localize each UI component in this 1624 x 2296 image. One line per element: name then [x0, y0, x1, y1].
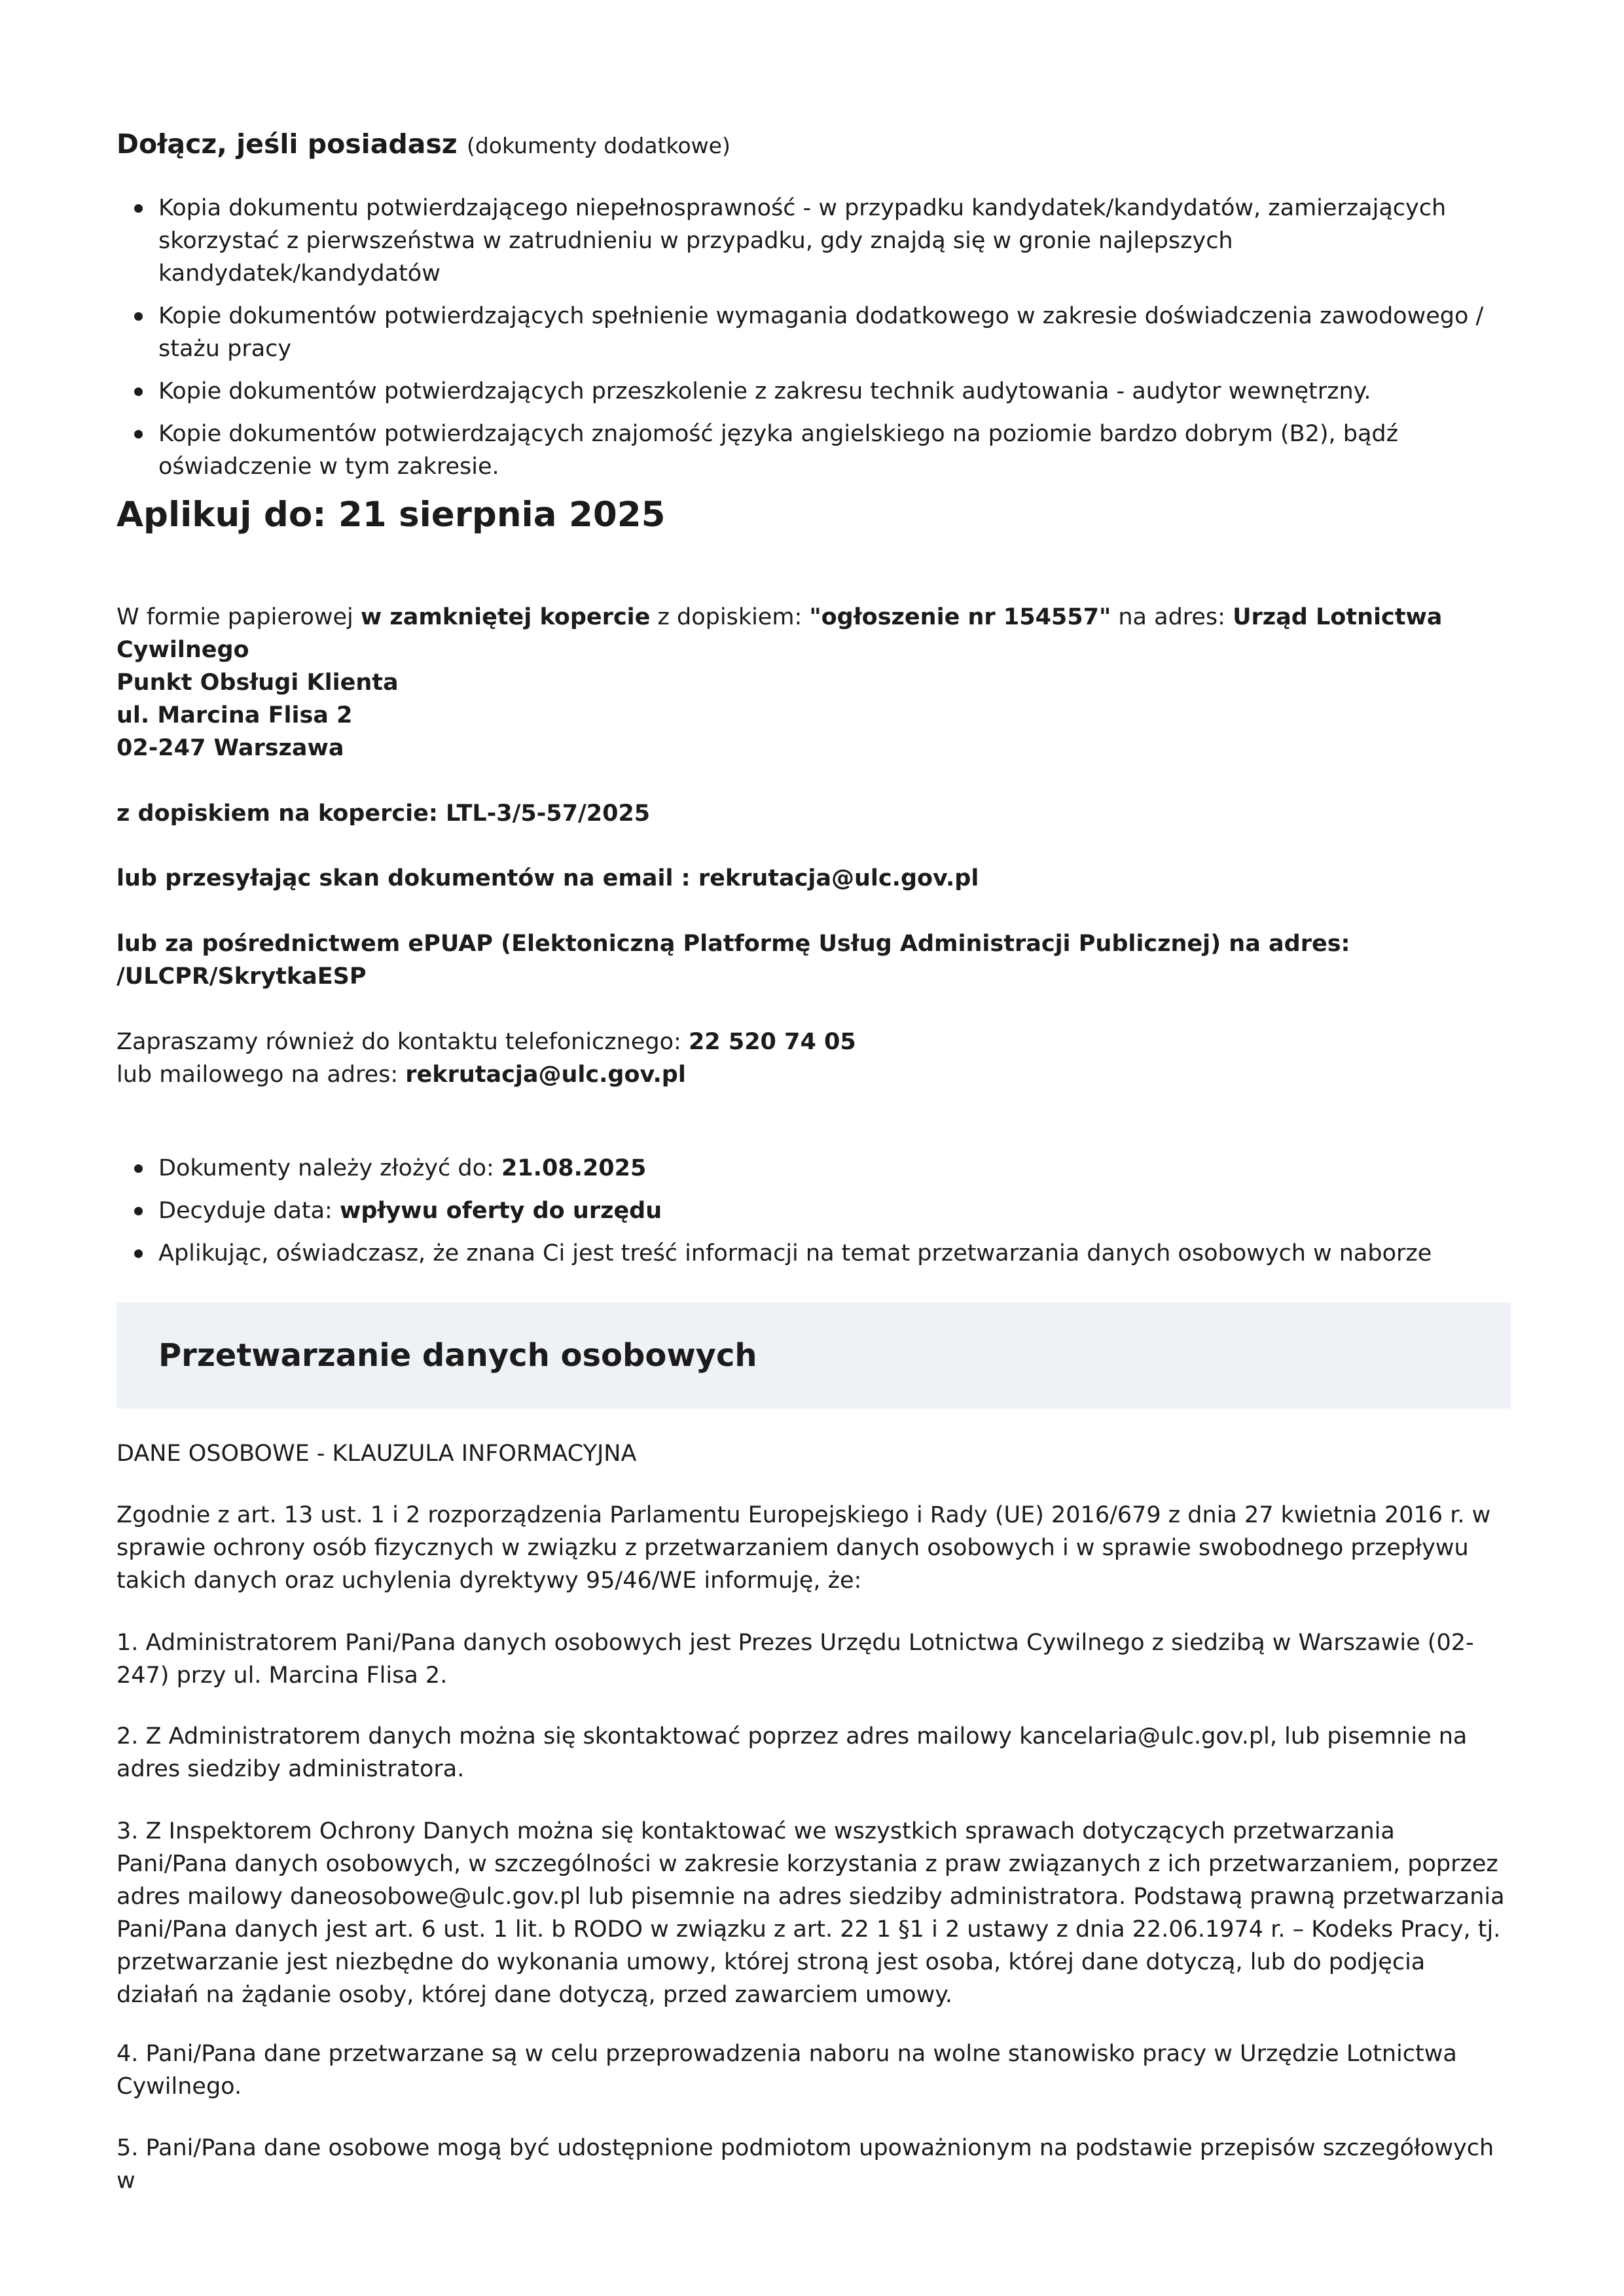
address-line: Punkt Obsługi Klienta — [117, 670, 399, 696]
deadline-label: Dokumenty należy złożyć do: — [158, 1155, 501, 1181]
deadline-list — [117, 1152, 1511, 1280]
envelope-note-text: z dopiskiem na kopercie: LTL-3/5-57/2025 — [117, 800, 651, 827]
decisive-date-value: wpływu oferty do urzędu — [339, 1198, 662, 1224]
apply-intro-reference: "ogłoszenie nr 154557" — [809, 604, 1111, 630]
apply-intro — [117, 601, 1511, 764]
privacy-intro: Zgodnie z art. 13 ust. 1 i 2 rozporządzenia Parlamentu Europejskiego i Rady (UE) 2016/679 z dnia 27 kwietnia 2016 r. w sprawie ochrony osób fizycznych w związku z przetwarzaniem danych osobowych i w sprawie swobodnego przepływu takich danych oraz uchylenia dyrektywy 95/46/WE informuję, że: — [117, 1502, 1491, 1594]
epuap-line-text: lub za pośrednictwem ePUAP (Elektoniczną Platformę Usług Administracji Publicznej) na adres: /ULCPR/SkrytkaESP — [117, 931, 1350, 990]
privacy-paragraph-1: 1. Administratorem Pani/Pana danych osobowych jest Prezes Urzędu Lotnictwa Cywilnego z siedzibą w Warszawie (02-247) przy ul. Marcina Flisa 2. — [117, 1630, 1474, 1689]
privacy-paragraph-3: 3. Z Inspektorem Ochrony Danych można się kontaktować we wszystkich sprawach dotyczących przetwarzania Pani/Pana danych osobowych, w szczególności w zakresie korzystania z praw związanych z ich przetwarzaniem, poprzez adres mailowy daneosobowe@ulc.gov.pl lub pisemnie na adres siedziby administratora. Podstawą prawną przetwarzania Pani/Pana danych jest art. 6 ust. 1 lit. b RODO w związku z art. 22 1 §1 i 2 ustawy z dnia 22.06.1974 r. – Kodeks Pracy, tj. przetwarzanie jest niezbędne do wykonania umowy, której stroną jest osoba, której dane dotyczą, lub do podjęcia działań na żądanie osoby, której dane dotyczą, przed zawarciem umowy. — [117, 1818, 1505, 2008]
address-line: 02-247 Warszawa — [117, 735, 344, 761]
list-item: Kopia dokumentu potwierdzającego niepełnosprawność - w przypadku kandydatek/kandydatów, zamierzających skorzystać z pierwszeństwa w zatrudnieniu w przypadku, gdy znajdą się w gronie najlepszych kandydatek/kandydatów — [117, 192, 1511, 290]
apply-address-block — [117, 601, 1511, 764]
apply-intro-text: W formie papierowej — [117, 604, 361, 630]
email-line-text: lub przesyłając skan dokumentów na email : rekrutacja@ulc.gov.pl — [117, 865, 979, 891]
list-item: Aplikując, oświadczasz, że znana Ci jest treść informacji na temat przetwarzania danych osobowych w naborze — [117, 1237, 1511, 1270]
privacy-paragraph-5: 5. Pani/Pana dane osobowe mogą być udostępnione podmiotom upoważnionym na podstawie przepisów szczegółowych w — [117, 2135, 1494, 2194]
clause-title: DANE OSOBOWE - KLAUZULA INFORMACYJNA — [117, 1441, 637, 1467]
address-line: Urząd Lotnictwa Cywilnego — [117, 604, 1443, 663]
email-line — [117, 862, 1511, 895]
privacy-heading: Przetwarzanie danych osobowych — [158, 1337, 757, 1374]
contact-phone-label: Zapraszamy również do kontaktu telefonicznego: — [117, 1029, 689, 1055]
apply-intro-text: na adres: — [1111, 604, 1233, 630]
list-item: Kopie dokumentów potwierdzających znajomość języka angielskiego na poziomie bardzo dobrym (B2), bądź oświadczenie w tym zakresie. — [117, 418, 1511, 483]
apply-intro-envelope: w zamkniętej kopercie — [360, 604, 651, 630]
apply-heading: Aplikuj do: 21 sierpnia 2025 — [117, 495, 666, 535]
list-item: Kopie dokumentów potwierdzających spełnienie wymagania dodatkowego w zakresie doświadczenia zawodowego / stażu pracy — [117, 300, 1511, 365]
list-item: Kopie dokumentów potwierdzających przeszkolenie z zakresu technik audytowania - audytor wewnętrzny. — [117, 375, 1511, 408]
attach-note: (dokumenty dodatkowe) — [466, 133, 731, 158]
privacy-paragraph-2: 2. Z Administratorem danych można się skontaktować poprzez adres mailowy kancelaria@ulc.gov.pl, lub pisemnie na adres siedziby administratora. — [117, 1723, 1468, 1782]
apply-intro-text: z dopiskiem: — [650, 604, 810, 630]
epuap-line — [117, 927, 1511, 993]
attach-list — [117, 192, 1511, 493]
contact-phone: 22 520 74 05 — [688, 1029, 856, 1055]
attach-title: Dołącz, jeśli posiadasz — [117, 128, 458, 160]
contact-email: rekrutacja@ulc.gov.pl — [405, 1062, 686, 1088]
address-line: ul. Marcina Flisa 2 — [117, 702, 353, 728]
contact-info — [117, 1026, 1511, 1091]
envelope-note — [117, 797, 1511, 830]
list-item — [117, 1194, 1511, 1227]
privacy-paragraph-4: 4. Pani/Pana dane przetwarzane są w celu przeprowadzenia naboru na wolne stanowisko pracy w Urzędzie Lotnictwa Cywilnego. — [117, 2041, 1457, 2100]
attach-heading — [117, 126, 731, 164]
decisive-date-label: Decyduje data: — [158, 1198, 340, 1224]
privacy-section-header — [117, 1302, 1511, 1408]
list-item — [117, 1152, 1511, 1185]
contact-email-label: lub mailowego na adres: — [117, 1062, 406, 1088]
deadline-date: 21.08.2025 — [501, 1155, 647, 1181]
